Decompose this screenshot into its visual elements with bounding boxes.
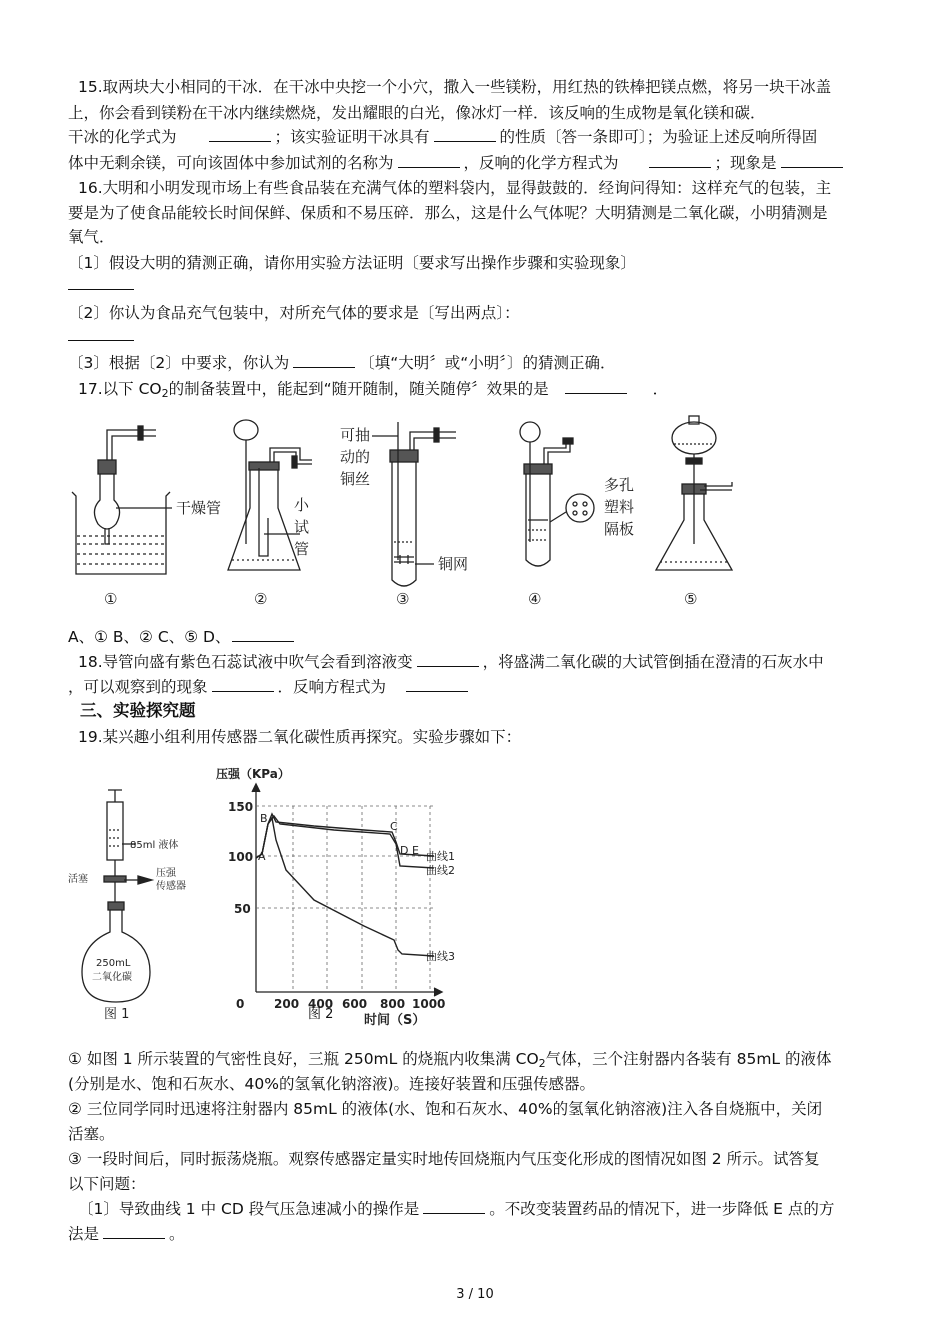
q16-line3: 氧气． xyxy=(68,228,115,246)
page-number: 3 / 10 xyxy=(456,1287,494,1302)
fig1-valve-label: 活塞 xyxy=(68,874,88,885)
fig2-xtick-1000: 1000 xyxy=(412,997,446,1011)
q15-line1: 15.取两块大小相同的干冰．在干冰中央挖一个小穴，撒入一些镁粉，用红热的铁棒把镁点燃，将另一块干冰盖 xyxy=(78,78,832,96)
q19-step2-line1: ② 三位同学同时迅速将注射器内 85mL 的液体(水、饱和石灰水、40%的氢氧化钠溶液)注入各自烧瓶中，关闭 xyxy=(68,1100,823,1118)
q16-part1: 〔1〕假设大明的猜测正确，请你用实验方法证明〔要求写出操作步骤和实验现象〕 xyxy=(68,254,636,272)
apparatus-num-5: ⑤ xyxy=(684,590,698,608)
fig2-curve2-label: 曲线2 xyxy=(426,864,455,877)
curve-3 xyxy=(256,818,434,956)
label-plate-3: 隔板 xyxy=(604,520,635,538)
label-copper-mesh: 铜网 xyxy=(438,555,469,573)
q17-apparatus-figure xyxy=(60,412,740,617)
q19-step1-line2: (分别是水、饱和石灰水、40%的氢氧化钠溶液)。连接好装置和压强传感器。 xyxy=(68,1075,596,1093)
q16-line1: 16.大明和小明发现市场上有些食品装在充满气体的塑料袋内，显得鼓鼓的．经询问得知：这样充气的包装，主 xyxy=(78,179,832,197)
q17-stem: 17.以下 $CO_2$的制备装置中，能起到“随开随制，随关随停〞效果的是 ． xyxy=(78,380,669,400)
q19-step1-line1: ① 如图 1 所示装置的气密性良好，三瓶 250mL 的烧瓶内收集满 $CO_2$气体，三个注射器内各装有 85mL 的液体 xyxy=(68,1050,832,1070)
fig1-flask-label-1: 250mL xyxy=(96,958,131,969)
q17-options: A、① B、② C、⑤ D、 xyxy=(68,626,298,648)
apparatus-num-1: ① xyxy=(104,590,118,608)
q19-step3-line2: 以下问题： xyxy=(68,1175,146,1193)
q16-part2-blank xyxy=(68,325,134,347)
fig1-syringe-label: 85ml 液体 xyxy=(130,840,179,851)
fig1-flask-label-2: 二氧化碳 xyxy=(92,972,132,983)
label-dry-tube: 干燥管 xyxy=(176,499,222,517)
q19-step3-line1: ③ 一段时间后，同时振荡烧瓶。观察传感器定量实时地传回烧瓶内气压变化形成的图情况如图 2 所示。试答复 xyxy=(68,1150,820,1168)
fig2-caption: 图 2 xyxy=(308,1007,334,1022)
fig2-x-title: 时间（S） xyxy=(364,1013,426,1028)
apparatus-4 xyxy=(520,422,594,566)
fig2-ytick-50: 50 xyxy=(234,902,251,916)
fig2-point-b: B xyxy=(260,812,268,825)
fig1-sensor-label-2: 传感器 xyxy=(156,881,186,892)
section-title: 三、实验探究题 xyxy=(80,701,196,720)
q16-part2: 〔2〕你认为食品充气包装中，对所充气体的要求是〔写出两点〕： xyxy=(68,304,520,322)
q15-line3: 干冰的化学式为 ；该实验证明干冰具有 的性质〔答一条即可〕；为验证上述反响所得固 xyxy=(68,128,818,146)
q19-question1-line2: 法是 。 xyxy=(68,1225,185,1243)
apparatus-num-3: ③ xyxy=(396,590,410,608)
label-small-tube-3: 管 xyxy=(294,540,310,558)
q18-line1: 18.导管向盛有紫色石蕊试液中吹气会看到溶液变 ，将盛满二氧化碳的大试管倒插在澄清的石灰水中 xyxy=(78,653,824,671)
label-small-tube-2: 试 xyxy=(294,518,310,536)
q19-question1-line1: 〔1〕导致曲线 1 中 CD 段气压急速减小的操作是 。不改变装置药品的情况下，进一步降低 E 点的方 xyxy=(78,1200,835,1218)
q18-line2: ，可以观察到的现象 ．反响方程式为 xyxy=(68,676,472,698)
q15-line4: 体中无剩余镁，可向该固体中参加试剂的名称为 ，反响的化学方程式为 ；现象是 xyxy=(68,152,847,174)
fig1-sensor-label-1: 压强 xyxy=(156,868,176,879)
fig2-point-c: C xyxy=(390,820,398,833)
apparatus-1 xyxy=(72,426,172,574)
fig2-point-d: D xyxy=(400,844,409,857)
fig2-curve3-label: 曲线3 xyxy=(426,950,455,963)
fig2-point-a: A xyxy=(258,850,266,863)
label-copper-wire-1: 可抽 xyxy=(340,426,371,444)
fig2-y-title: 压强（KPa） xyxy=(216,767,290,781)
label-plate-2: 塑料 xyxy=(604,498,635,516)
fig2-ytick-150: 150 xyxy=(228,800,254,814)
fig2-xtick-0: 0 xyxy=(236,997,245,1011)
fig2-xtick-600: 600 xyxy=(342,997,368,1011)
q16-part1-blank xyxy=(68,274,134,296)
fig2-ytick-100: 100 xyxy=(228,850,254,864)
fig2-xtick-200: 200 xyxy=(274,997,300,1011)
q19-step2-line2: 活塞。 xyxy=(68,1125,115,1143)
fig2-curve1-label: 曲线1 xyxy=(426,850,455,863)
apparatus-num-4: ④ xyxy=(528,590,542,608)
apparatus-5 xyxy=(656,416,732,570)
apparatus-num-2: ② xyxy=(254,590,268,608)
label-copper-wire-3: 铜丝 xyxy=(340,470,371,488)
q16-line2: 要是为了使食品能较长时间保鲜、保质和不易压碎．那么，这是什么气体呢？大明猜测是二氧化碳，小明猜测是 xyxy=(68,204,828,222)
label-copper-wire-2: 动的 xyxy=(340,448,371,466)
q19-stem: 19.某兴趣小组利用传感器二氧化碳性质再探究。实验步骤如下： xyxy=(78,728,522,746)
fig2-xtick-800: 800 xyxy=(380,997,406,1011)
label-small-tube-1: 小 xyxy=(294,496,310,514)
fig2-xtick-400: 400 xyxy=(308,997,334,1011)
fig2-point-e: E xyxy=(412,844,419,857)
fig1-caption: 图 1 xyxy=(104,1007,130,1022)
q19-figure-1 xyxy=(68,776,208,1026)
q15-line2: 上，你会看到镁粉在干冰内继续燃烧，发出耀眼的白光，像冰灯一样．该反响的生成物是氧化镁和碳． xyxy=(68,104,766,122)
q16-part3: 〔3〕根据〔2〕中要求，你认为 〔填“大明〞或“小明〞〕的猜测正确． xyxy=(68,354,616,372)
q19-figure-2 xyxy=(214,760,474,1030)
label-plate-1: 多孔 xyxy=(604,476,635,494)
